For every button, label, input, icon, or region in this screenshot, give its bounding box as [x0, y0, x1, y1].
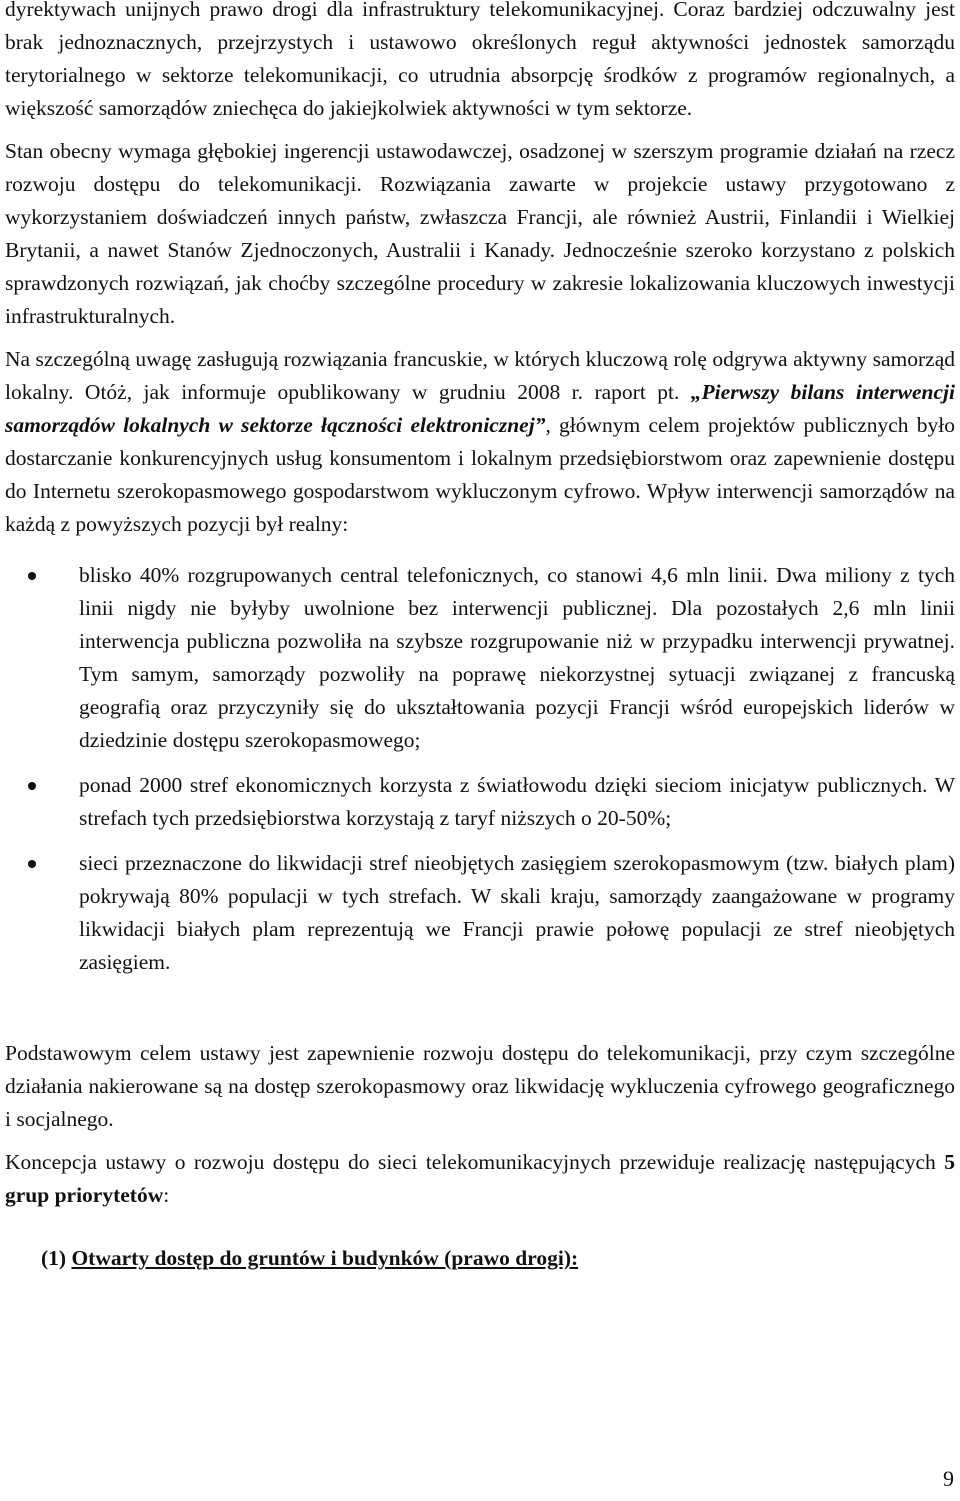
bullet-item [5, 847, 955, 979]
paragraph-legislation: Stan obecny wymaga głębokiej ingerencji ustawodawczej, osadzonej w szerszym programie działań na rzecz rozwoju dostępu do telekomunikacji. Rozwiązania zawarte w projekcie ustawy przygotowano z wykorzystaniem doświadczeń innych państw, zwłaszcza Francji, ale również Austrii, Finlandii i Wielkiej Brytanii, a nawet Stanów Zjednoczonych, Australii i Kanady. Jednocześnie szeroko korzystano z polskich sprawdzonych rozwiązań, jak choćby szczególne procedury w zakresie lokalizowania kluczowych inwestycji infrastrukturalnych. [5, 139, 955, 328]
priorities-count: 5 grup priorytetów [5, 1150, 955, 1207]
paragraph-main-goal: Podstawowym celem ustawy jest zapewnienie rozwoju dostępu do telekomunikacji, przy czym szczególne działania nakierowane są na dostęp szerokopasmowy oraz likwidację wykluczenia cyfrowego geograficznego i socjalnego. [5, 1041, 955, 1131]
bullet-text: sieci przeznaczone do likwidacji stref nieobjętych zasięgiem szerokopasmowym (tzw. białych plam) pokrywają 80% populacji w tych strefach. W skali kraju, samorządy zaangażowane w programy likwidacji białych plam reprezentują we Francji prawie połowę populacji ze stref nieobjętych zasięgiem. [79, 851, 955, 974]
section-heading-title: Otwarty dostęp do gruntów i budynków (prawo drogi): [71, 1246, 579, 1270]
paragraph-priorities [5, 1146, 955, 1212]
bullet-icon [28, 572, 36, 580]
bullet-text: ponad 2000 stref ekonomicznych korzysta z światłowodu dzięki sieciom inicjatyw publicznych. W strefach tych przedsiębiorstwa korzystają z taryf niższych o 20-50%; [79, 773, 955, 830]
paragraph-intro: dyrektywach unijnych prawo drogi dla infrastruktury telekomunikacyjnej. Coraz bardziej odczuwalny jest brak jednoznacznych, przejrzystych i ustawowo określonych reguł aktywności jednostek samorządu terytorialnego w sektorze telekomunikacji, co utrudnia absorpcję środków z programów regionalnych, a większość samorządów zniechęca do jakiejkolwiek aktywności w tym sektorze. [5, 0, 955, 120]
paragraph-priorities-end: : [163, 1183, 170, 1207]
paragraph-french-solutions [5, 343, 955, 541]
section-heading-number: (1) [41, 1246, 67, 1270]
bullet-text: blisko 40% rozgrupowanych central telefonicznych, co stanowi 4,6 mln linii. Dwa miliony z tych linii nigdy nie byłyby uwolnione bez interwencji publicznej. Dla pozostałych 2,6 mln linii interwencja publiczna pozwoliła na szybsze rozgrupowanie niż w przypadku interwencji prywatnej. Tym samym, samorządy pozwoliły na poprawę niekorzystnej sytuacji związanej z francuską geografią oraz przyczyniły się do ukształtowania pozycji Francji wśród europejskich liderów w dziedzinie dostępu szerokopasmowego; [79, 563, 955, 752]
bullet-icon [28, 782, 36, 790]
page-number: 9 [943, 1466, 954, 1491]
bullet-item [5, 769, 955, 835]
paragraph-priorities-start: Koncepcja ustawy o rozwoju dostępu do sieci telekomunikacyjnych przewiduje realizację następujących [5, 1150, 945, 1174]
document-page [5, 0, 955, 1275]
bullet-item [5, 559, 955, 757]
bullet-icon [28, 860, 36, 868]
section-heading [5, 1242, 955, 1275]
impact-bullet-list [5, 559, 955, 979]
paragraph-french-text-start: Na szczególną uwagę zasługują rozwiązania francuskie, w których kluczową rolę odgrywa aktywny samorząd lokalny. Otóż, jak informuje opublikowany w grudniu 2008 r. raport pt. [5, 347, 955, 404]
report-title: „Pierwszy bilans interwencji samorządów lokalnych w sektorze łączności elektronicznej” [5, 380, 955, 437]
paragraph-french-text-end: , głównym celem projektów publicznych było dostarczanie konkurencyjnych usług konsumentom i lokalnym przedsiębiorstwom oraz zapewnienie dostępu do Internetu szerokopasmowego gospodarstwom wykluczonym cyfrowo. Wpływ interwencji samorządów na każdą z powyższych pozycji był realny: [5, 413, 955, 536]
